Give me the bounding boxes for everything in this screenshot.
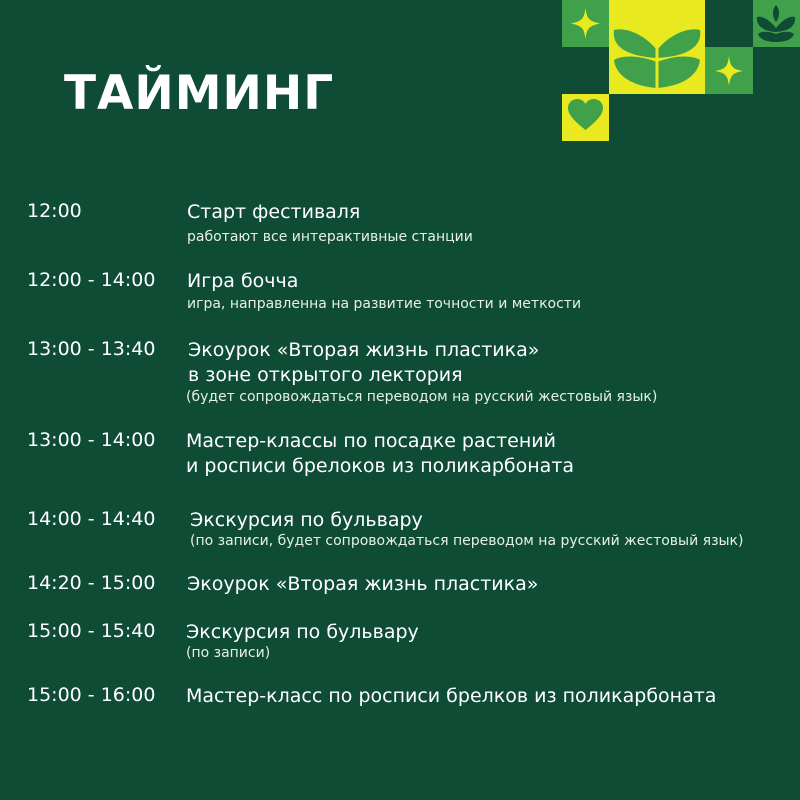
schedule-time: 14:20 - 15:00 [27,572,156,594]
decorative-tiles [0,0,800,160]
schedule-title-line: и росписи брелоков из поликарбоната [186,455,575,477]
schedule-title-line: Экскурсия по бульвару [186,621,419,643]
schedule-title-line: Мастер-классы по посадке растений [186,430,556,452]
schedule-time: 12:00 [27,200,82,222]
schedule-time: 12:00 - 14:00 [27,269,156,291]
schedule-note: (по записи) [186,645,271,661]
schedule-title [186,429,574,479]
schedule-note: игра, направленна на развитие точности и меткости [187,296,582,312]
schedule-title [187,572,538,597]
schedule-title-line: в зоне открытого лектория [188,364,463,386]
schedule-title-line: Игра бочча [187,270,299,292]
schedule-title [186,620,419,645]
schedule-time: 13:00 - 13:40 [27,338,156,360]
schedule-title [187,269,298,294]
schedule-title-line: Экскурсия по бульвару [190,509,423,531]
schedule-title [187,200,360,225]
schedule-note: работают все интерактивные станции [187,229,473,245]
schedule-title-line: Экоурок «Вторая жизнь пластика» [188,339,540,361]
schedule-time: 14:00 - 14:40 [27,508,156,530]
schedule-note: (по записи, будет сопровождаться переводом на русский жестовый язык) [190,533,744,549]
schedule-title-line: Старт фестиваля [187,201,361,223]
page-title: ТАЙМИНГ [64,66,335,121]
schedule-time: 15:00 - 15:40 [27,620,156,642]
schedule-title [186,684,716,709]
schedule-title [188,338,539,388]
schedule-title [190,508,423,533]
schedule-note: (будет сопровождаться переводом на русский жестовый язык) [186,389,658,405]
schedule-title-line: Экоурок «Вторая жизнь пластика» [187,573,539,595]
schedule-time: 13:00 - 14:00 [27,429,156,451]
schedule-title-line: Мастер-класс по росписи брелков из поликарбоната [186,685,717,707]
schedule-time: 15:00 - 16:00 [27,684,156,706]
tile-dark [705,0,753,47]
